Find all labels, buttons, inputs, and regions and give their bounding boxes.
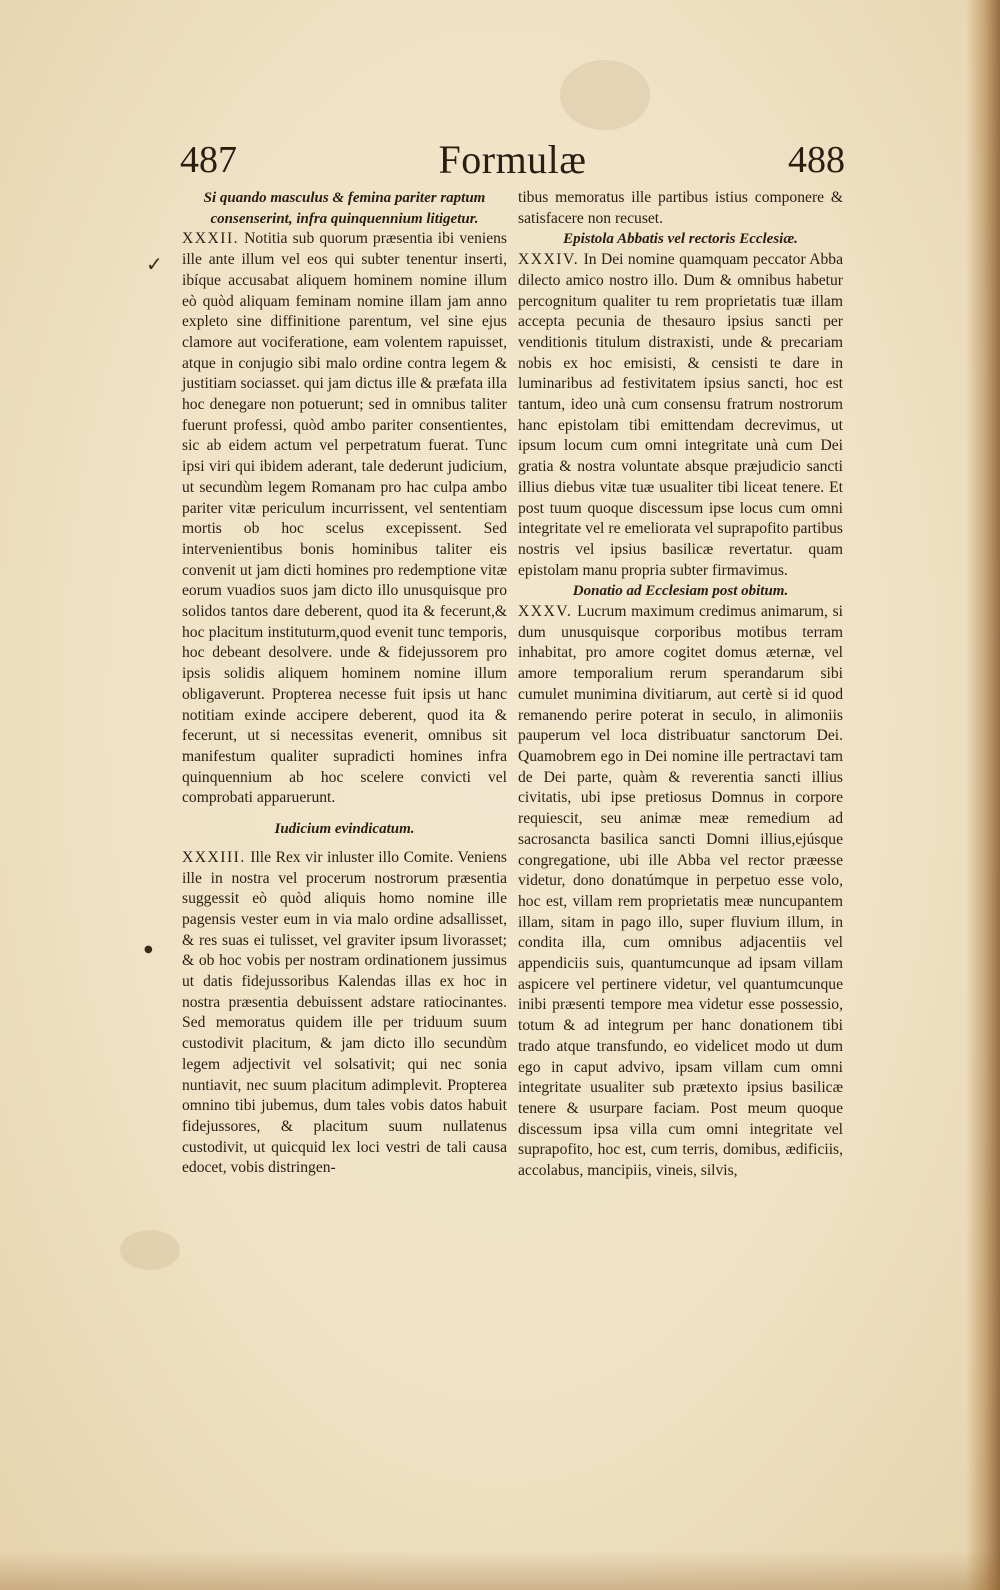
page-header [180, 138, 845, 188]
paragraph [182, 229, 507, 809]
paragraph-text: In Dei nomine quamquam peccator Abba dilecto amico nostro illo. Dum & omnibus habetur percognitum qualiter tu rem proprietatis tuæ illam accepta pecunia de thesauro ipsius sancti per venditionis titulum distraxisti, unde & precariam nobis ex hoc emisisti, & censisti te dare in luminaribus ad festivitatem ipsius sancti, hoc est tantum, ideo unà cum consensu fratrum nostrorum hanc epistolam tibi emittendam decrevimus, ut ipsum locum cum omni integritate unà cum Dei gratia & nostra voluntate absque præjudicio sancti illius diebus vitæ tuæ usualiter tibi liceat tenere. Et post tuum quoque discessum ipse locus cum omni integritate vel re emeliorata vel suprapofito partibus nostris vel ipsius basilicæ revertatur. quam epistolam manu propria subter firmavimus. [518, 251, 844, 579]
margin-tick-mark: ✓ [146, 252, 163, 276]
left-column [182, 188, 507, 1179]
paper-stain [560, 60, 650, 130]
section-heading: Donatio ad Ecclesiam post obitum. [572, 583, 789, 600]
paragraph-text: tibus memoratus ille partibus istius componere & satisfacere non recuset. [518, 189, 843, 227]
page-number-right: 488 [788, 139, 845, 181]
section-heading: Epistola Abbatis vel rectoris Ecclesiæ. [563, 231, 798, 248]
page-edge-shadow [966, 0, 1000, 1590]
page-number-left: 487 [180, 139, 237, 181]
paragraph-text: Lucrum maximum credimus animarum, si dum unusquisque corporibus motibus terram inhabitat, pro amore cogitet domus æternæ, vel amore temporalium rerum sperandarum sibi cumulet munimina divitiarum, aut certè si id quod remanendo perire poterat in seculo, in alimoniis pauperum vel loca distribuatur sanctorum Dei. Quamobrem ego in Dei nomine ille pertractavi tam de Dei parte, quàm & reverentia sancti illius civitatis, ubi ipse pretiosus Domnus in corpore requiescit, seu animæ meæ remedium ad sacrosancta basilica sancti Domni illius,ejúsque congregatione, ubi ille Abba vel rector præesse videtur, dono donatúmque in perpetuo esse volo, hoc est, villam rem proprietatis meæ nuncupantem illam, sitam in pago illo, super fluvium illum, in condita illa, cum omnibus adjacentiis vel appendiciis suis, quantumcunque ad ipsam villam aspicere vel pertinere videtur, vel quantumcunque inibi præsenti tempore mea videtur esse possessio, totum & ad integrum per hanc donationem tibi trado atque transfundo, eo videlicet modo ut dum ego in caput advivo, ipsam villam cum omni integritate usualiter sub prætexto ipsius basilicæ tenere & usurpare faciam. Post meum quoque discessum ipsa villa cum omni integritate vel suprapofito, hoc est, cum terris, domibus, ædificiis, accolabus, mancipiis, vineis, silvis, [518, 603, 843, 1180]
section-numeral: XXXIV. [518, 251, 580, 269]
paragraph [518, 602, 843, 1182]
paper-stain [120, 1230, 180, 1270]
paragraph [182, 848, 507, 1179]
section-numeral: XXXV. [518, 603, 573, 621]
paragraph [518, 250, 843, 581]
page-bottom-shadow [0, 1550, 1000, 1590]
right-column [518, 188, 843, 1182]
running-title: Formulæ [438, 137, 587, 182]
margin-dot-mark: ● [144, 944, 153, 955]
paragraph-text: Ille Rex vir inluster illo Comite. Veniens ille in nostra vel procerum nostrorum præsentia suggessit eò quòd aliquis homo nomine ille pagensis vester eum in via malo ordine adsallisset, & res suas ei tulisset, vel graviter ipsum livorasset; & ob hoc vobis per nostram ordinationem jussimus ut datis fidejussoribus Kalendas illas ex hoc in nostra præsentia debuissent adstare ratiocinantes. Sed memoratus quidem ille per triduum suum custodivit placitum, & jam dicto illo secundùm legem adjectivit vel solsativit; qui nec sonia nuntiavit, nec suum placitum adimplevit. Propterea omnino tibi jubemus, dum tales vobis datos habuit fidejussores, & placitum suum nullatenus custodivit, ut quicquid lex loci vestri de tali causa edocet, vobis distringen- [182, 848, 508, 1177]
section-numeral: XXXII. [182, 230, 240, 248]
section-heading: Iudicium evindicatum. [274, 821, 415, 838]
section-numeral: XXXIII. [182, 848, 246, 866]
paragraph-text: Notitia sub quorum præsentia ibi veniens ille ante illum vel eos qui subter tenentur inserti, ibíque accusabat aliquem hominem nomine illum eò quòd aliquam feminam nomine illam jam anno expleto sine diffinitione parentum, vel sine ejus clamore aut vociferatione, eam volentem rapuisset, atque in conjugio sibi malo ordine contra legem & justitiam sociasset. qui jam dictus ille & præfata illa hoc denegare non potuerunt; sed in omnibus taliter fuerunt professi, quòd ambo pariter consentientes, sic ab eidem actum vel perpetratum fuerat. Tunc ipsi viri qui ibidem aderant, tale dederunt judicium, ut secundùm legem Romanam pro hac culpa ambo pariter vitæ periculum incurrissent, vel sententiam mortis ob hoc scelus excepissent. Sed intervenientibus bonis hominibus taliter eis convenit ut jam dicti homines pro redemptione vitæ eorum vuadios suos jam dicto illo unusquisque pro solidos tantos dare deberent, quod ita & fecerunt,& hoc placitum instituturm,quod evenit tunc temporis, hoc debeant desolvere. unde & fidejussorem pro ipsis solidis aliquem hominem nomine illum obligaverunt. Propterea necesse fuit ipsis ut hanc notitiam exinde accipere deberent, quod ita & fecerunt, ut si necessitas evenerit, omnibus sit manifestum qualiter supradicti homines infra quinquennium ab hoc scelere convicti vel comprobati apparuerunt. [182, 230, 507, 807]
section-heading: Si quando masculus & femina pariter raptum consenserint, infra quinquennium litigetur. [203, 190, 486, 227]
paragraph [518, 188, 843, 229]
